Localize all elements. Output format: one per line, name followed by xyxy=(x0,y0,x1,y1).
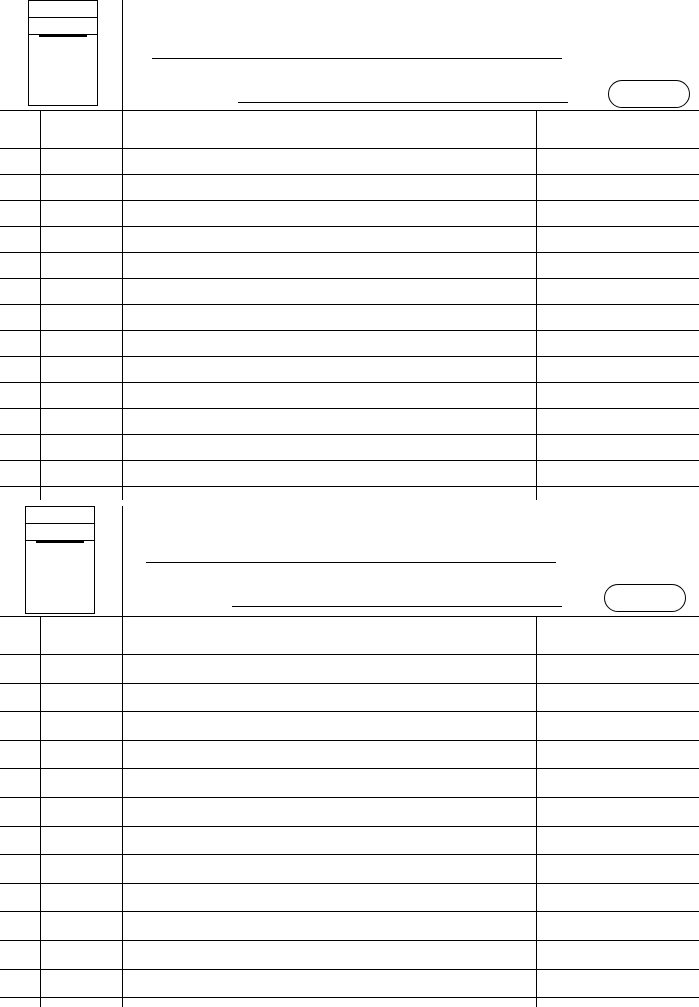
stamp-number xyxy=(39,36,87,37)
stamp-line1 xyxy=(29,1,97,18)
table-row-line xyxy=(0,408,699,409)
table-top-line xyxy=(0,110,699,111)
table-row-line xyxy=(0,330,699,331)
table-header-bottom-line xyxy=(0,654,699,655)
table-row-line xyxy=(0,826,699,827)
col-line-md xyxy=(122,110,123,500)
class-value-oval xyxy=(604,584,686,612)
table-row-line xyxy=(0,797,699,798)
table-row-line xyxy=(0,854,699,855)
table-row-line xyxy=(0,711,699,712)
header-divider-line xyxy=(122,506,123,616)
table-row-line xyxy=(0,940,699,941)
table-row-line xyxy=(0,434,699,435)
doc-name-line xyxy=(146,562,556,563)
table-row-line xyxy=(0,200,699,201)
table-row-line xyxy=(0,174,699,175)
table-row-line xyxy=(0,356,699,357)
col-line-author xyxy=(536,616,537,1007)
table-row-line xyxy=(0,768,699,769)
col-line-no xyxy=(40,616,41,1007)
table-row-line xyxy=(0,382,699,383)
archive-stamp xyxy=(28,0,98,106)
table-row-line xyxy=(0,304,699,305)
col-line-author xyxy=(536,110,537,500)
table-row-line xyxy=(0,969,699,970)
table-row-line xyxy=(0,486,699,487)
header-divider-line xyxy=(122,0,123,110)
stamp-line2 xyxy=(26,524,94,541)
table-top-line xyxy=(0,616,699,617)
stamp-line2 xyxy=(29,18,97,35)
table-row-line xyxy=(0,226,699,227)
table-row-line xyxy=(0,683,699,684)
table-row-line xyxy=(0,883,699,884)
col-line-md xyxy=(122,616,123,1007)
table-header-bottom-line xyxy=(0,148,699,149)
stamp-number xyxy=(36,542,84,543)
table-row-line xyxy=(0,740,699,741)
table-row-line xyxy=(0,460,699,461)
doc-name-line xyxy=(238,102,568,103)
table-row-line xyxy=(0,997,699,998)
table-row-line xyxy=(0,252,699,253)
stamp-line1 xyxy=(26,507,94,524)
archive-stamp xyxy=(25,506,95,614)
doc-name-line xyxy=(232,606,562,607)
table-row-line xyxy=(0,911,699,912)
table-row-line xyxy=(0,278,699,279)
doc-name-line xyxy=(152,58,562,59)
col-line-no xyxy=(40,110,41,500)
class-value-oval xyxy=(608,80,690,108)
